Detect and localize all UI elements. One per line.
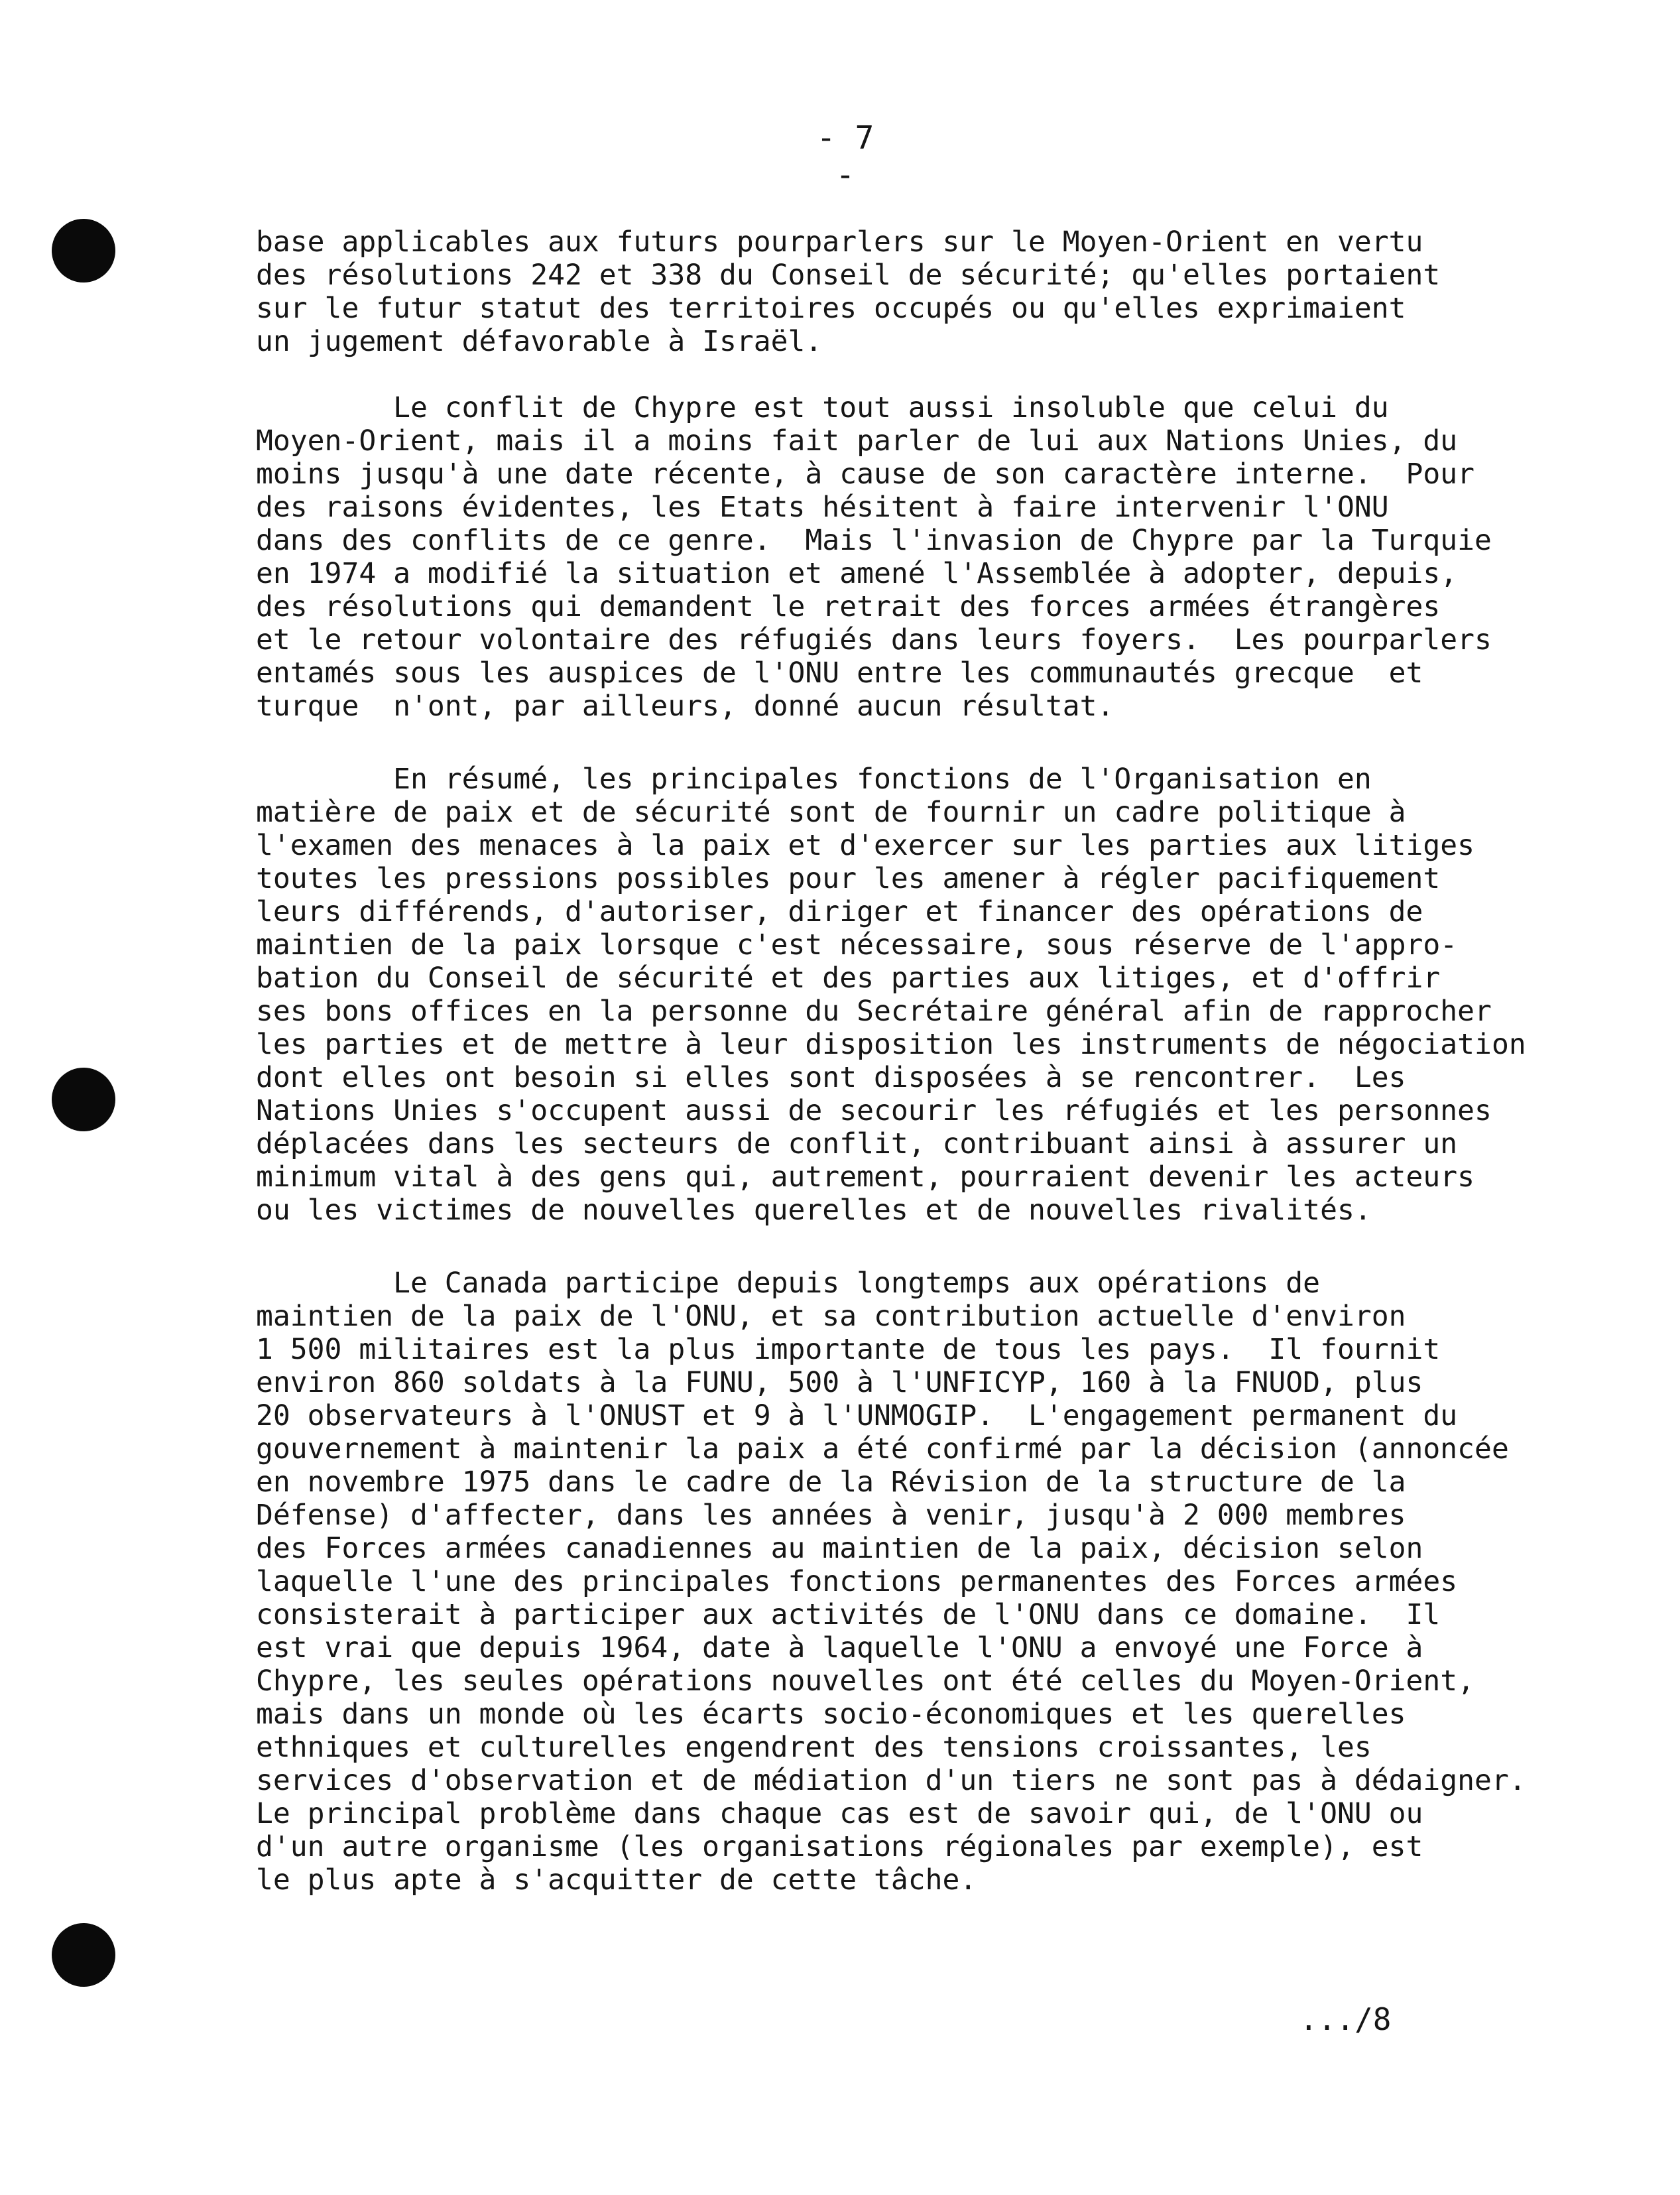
text-line: toutes les pressions possibles pour les amener à régler pacifiquement	[256, 862, 1441, 895]
text-line: des résolutions qui demandent le retrait des forces armées étrangères	[256, 590, 1441, 623]
text-line: ses bons offices en la personne du Secrétaire général afin de rapprocher	[256, 995, 1492, 1028]
text-line: entamés sous les auspices de l'ONU entre les communautés grecque et	[256, 657, 1423, 690]
text-line: sur le futur statut des territoires occupés ou qu'elles exprimaient	[256, 292, 1406, 325]
punch-hole-bottom	[52, 1923, 115, 1987]
text-line: moins jusqu'à une date récente, à cause de son caractère interne. Pour	[256, 458, 1475, 491]
text-line: est vrai que depuis 1964, date à laquelle l'ONU a envoyé une Force à	[256, 1631, 1423, 1664]
text-line: Le principal problème dans chaque cas est de savoir qui, de l'ONU ou	[256, 1797, 1423, 1830]
text-line: laquelle l'une des principales fonctions permanentes des Forces armées	[256, 1565, 1458, 1598]
text-line: consisterait à participer aux activités de l'ONU dans ce domaine. Il	[256, 1598, 1441, 1631]
text-line: le plus apte à s'acquitter de cette tâche.	[256, 1863, 977, 1897]
text-line: base applicables aux futurs pourparlers sur le Moyen-Orient en vertu	[256, 225, 1423, 259]
text-line: dans des conflits de ce genre. Mais l'invasion de Chypre par la Turquie	[256, 524, 1492, 557]
page-number: - 7 -	[816, 119, 874, 194]
text-line: un jugement défavorable à Israël.	[256, 325, 823, 358]
text-line: Moyen-Orient, mais il a moins fait parler de lui aux Nations Unies, du	[256, 424, 1458, 458]
text-line: déplacées dans les secteurs de conflit, contribuant ainsi à assurer un	[256, 1127, 1458, 1160]
text-line: services d'observation et de médiation d'un tiers ne sont pas à dédaigner.	[256, 1764, 1526, 1797]
text-line: et le retour volontaire des réfugiés dans leurs foyers. Les pourparlers	[256, 623, 1492, 657]
text-line: Le Canada participe depuis longtemps aux opérations de	[256, 1267, 1321, 1300]
text-line: Le conflit de Chypre est tout aussi insoluble que celui du	[256, 391, 1389, 424]
text-line: minimum vital à des gens qui, autrement, pourraient devenir les acteurs	[256, 1160, 1475, 1194]
text-line: gouvernement à maintenir la paix a été confirmé par la décision (annoncée	[256, 1432, 1509, 1466]
text-line: en 1974 a modifié la situation et amené l'Assemblée à adopter, depuis,	[256, 557, 1458, 590]
text-line: d'un autre organisme (les organisations régionales par exemple), est	[256, 1830, 1423, 1863]
text-line: ethniques et culturelles engendrent des tensions croissantes, les	[256, 1731, 1372, 1764]
text-line: 1 500 militaires est la plus importante de tous les pays. Il fournit	[256, 1333, 1441, 1366]
text-line: mais dans un monde où les écarts socio-économiques et les querelles	[256, 1698, 1406, 1731]
text-line: l'examen des menaces à la paix et d'exercer sur les parties aux litiges	[256, 829, 1475, 862]
text-line: environ 860 soldats à la FUNU, 500 à l'UNFICYP, 160 à la FNUOD, plus	[256, 1366, 1423, 1399]
text-line: matière de paix et de sécurité sont de fournir un cadre politique à	[256, 796, 1406, 829]
continuation-marker: .../8	[1299, 2001, 1392, 2037]
punch-hole-middle	[52, 1068, 115, 1131]
text-line: maintien de la paix lorsque c'est nécessaire, sous réserve de l'appro-	[256, 928, 1458, 962]
text-line: bation du Conseil de sécurité et des parties aux litiges, et d'offrir	[256, 962, 1441, 995]
text-line: ou les victimes de nouvelles querelles et de nouvelles rivalités.	[256, 1194, 1372, 1227]
text-line: Nations Unies s'occupent aussi de secourir les réfugiés et les personnes	[256, 1094, 1492, 1127]
text-line: turque n'ont, par ailleurs, donné aucun résultat.	[256, 690, 1114, 723]
text-line: en novembre 1975 dans le cadre de la Révision de la structure de la	[256, 1466, 1406, 1499]
text-line: les parties et de mettre à leur disposition les instruments de négociation	[256, 1028, 1526, 1061]
text-line: maintien de la paix de l'ONU, et sa contribution actuelle d'environ	[256, 1300, 1406, 1333]
text-line: leurs différends, d'autoriser, diriger et financer des opérations de	[256, 895, 1423, 928]
punch-hole-top	[52, 219, 115, 282]
text-line: dont elles ont besoin si elles sont disposées à se rencontrer. Les	[256, 1061, 1406, 1094]
text-line: des raisons évidentes, les Etats hésitent à faire intervenir l'ONU	[256, 491, 1389, 524]
text-line: des résolutions 242 et 338 du Conseil de sécurité; qu'elles portaient	[256, 259, 1441, 292]
text-line: des Forces armées canadiennes au maintien de la paix, décision selon	[256, 1532, 1423, 1565]
text-line: En résumé, les principales fonctions de l'Organisation en	[256, 763, 1372, 796]
text-line: Défense) d'affecter, dans les années à venir, jusqu'à 2 000 membres	[256, 1499, 1406, 1532]
text-line: 20 observateurs à l'ONUST et 9 à l'UNMOGIP. L'engagement permanent du	[256, 1399, 1458, 1432]
text-line: Chypre, les seules opérations nouvelles ont été celles du Moyen-Orient,	[256, 1664, 1475, 1698]
